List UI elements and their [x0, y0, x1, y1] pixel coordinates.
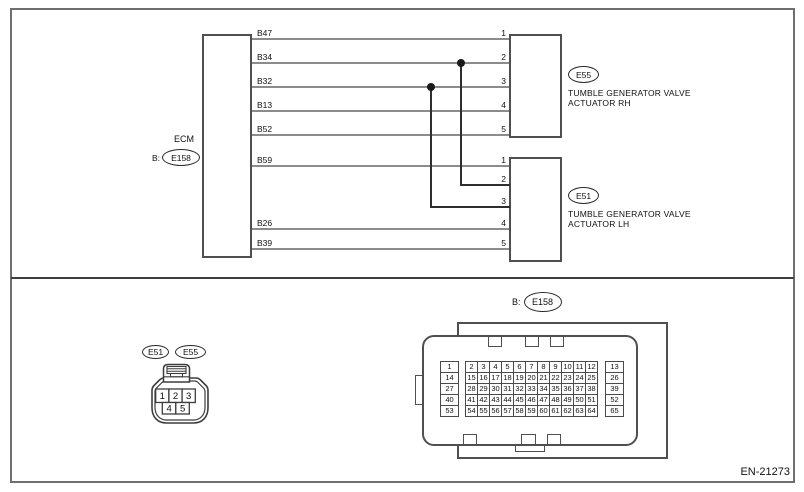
pin-cell: 40 — [441, 395, 458, 405]
pin-cell: 46 — [527, 395, 536, 405]
e158-top-notch — [488, 336, 502, 347]
pin-cell: 59 — [527, 406, 536, 416]
pin-cell: 15 — [467, 373, 476, 383]
small-pin-number: 4 — [166, 403, 172, 415]
pin-number: 2 — [501, 52, 506, 62]
e158-bottom-notch — [547, 434, 561, 445]
e51-oval: E51 — [568, 187, 599, 204]
e158-bottom-bump — [515, 446, 545, 452]
pin-cell: 49 — [563, 395, 572, 405]
e55-name-line2: ACTUATOR RH — [568, 98, 631, 108]
section-divider — [11, 277, 794, 279]
pin-cell: 27 — [441, 384, 458, 394]
ecm-connector-prefix: B: — [151, 152, 160, 163]
pin-cell: 35 — [551, 384, 560, 394]
e51-name-line2: ACTUATOR LH — [568, 219, 630, 229]
pin-cell: 6 — [514, 362, 525, 372]
pin-cell: 34 — [539, 384, 548, 394]
pin-number: 3 — [501, 196, 506, 206]
pin-cell: 48 — [551, 395, 560, 405]
small-pin-number: 2 — [172, 390, 179, 402]
branch-line-pin2-horizontal — [460, 184, 510, 186]
pin-number: 1 — [501, 28, 506, 38]
pin-cell: 19 — [515, 373, 524, 383]
pin-cell: 4 — [490, 362, 501, 372]
pin-cell: 16 — [479, 373, 488, 383]
pin-cell: 20 — [527, 373, 536, 383]
junction-dot-b34 — [457, 59, 465, 67]
pin-cell: 51 — [587, 395, 596, 405]
e51-connector-box — [509, 157, 562, 262]
wire-b34 — [252, 62, 510, 64]
pin-cell: 63 — [575, 406, 584, 416]
small-connector-id-e51: E51 — [142, 345, 169, 359]
pin-cell: 26 — [606, 373, 623, 383]
pin-cell: 30 — [491, 384, 500, 394]
pin-cell: 5 — [502, 362, 513, 372]
pin-cell: 52 — [606, 395, 623, 405]
pin-cell: 17 — [491, 373, 500, 383]
e158-bottom-notch — [521, 434, 536, 445]
e51-unit-label — [568, 187, 691, 229]
pin-cell: 23 — [563, 373, 572, 383]
small-pin-number: 3 — [186, 390, 192, 402]
e158-top-notch — [525, 336, 539, 347]
pin-cell: 11 — [575, 362, 584, 372]
e55-connector-box — [509, 34, 562, 138]
pin-cell: 54 — [467, 406, 476, 416]
pin-cell: 31 — [503, 384, 512, 394]
wire-b59 — [252, 165, 510, 167]
small-connector-face — [145, 360, 215, 430]
pin-cell: 42 — [479, 395, 488, 405]
e158-bottom-notch — [463, 434, 477, 445]
pin-cell: 18 — [503, 373, 512, 383]
pin-number: 5 — [501, 238, 506, 248]
wire-b39 — [252, 248, 510, 250]
wire-b32 — [252, 86, 510, 88]
pin-number: 2 — [501, 174, 506, 184]
e158-side-tab — [415, 375, 422, 405]
pin-cell: 58 — [515, 406, 524, 416]
pin-cell: 47 — [539, 395, 548, 405]
wire-label: B59 — [257, 155, 273, 165]
e55-name-line1: TUMBLE GENERATOR VALVE — [568, 88, 691, 98]
pin-cell: 28 — [467, 384, 476, 394]
pin-number: 4 — [501, 218, 506, 228]
pin-cell: 37 — [575, 384, 584, 394]
pin-cell: 10 — [563, 362, 572, 372]
wire-b47 — [252, 38, 510, 40]
pin-cell: 38 — [587, 384, 596, 394]
e158-grid-mid — [465, 361, 598, 417]
pin-cell: 2 — [466, 362, 477, 372]
small-pin-number: 5 — [179, 403, 186, 415]
e158-grid-left — [440, 361, 459, 417]
pin-cell: 12 — [587, 362, 596, 372]
pin-cell: 21 — [539, 373, 548, 383]
e158-label-prefix: B: — [512, 297, 521, 307]
e55-unit-label — [568, 66, 691, 108]
e158-oval: E158 — [524, 292, 562, 312]
pin-cell: 50 — [575, 395, 584, 405]
pin-cell: 64 — [587, 406, 596, 416]
pin-cell: 45 — [515, 395, 524, 405]
ecm-connector-oval: E158 — [162, 149, 200, 166]
pin-cell: 1 — [441, 362, 458, 372]
e158-top-notch — [550, 336, 564, 347]
pin-cell: 62 — [563, 406, 572, 416]
pin-cell: 57 — [503, 406, 512, 416]
pin-cell: 32 — [515, 384, 524, 394]
pin-cell: 53 — [441, 406, 458, 416]
wire-b13 — [252, 110, 510, 112]
pin-number: 1 — [501, 155, 506, 165]
pin-cell: 65 — [606, 406, 623, 416]
pin-cell: 39 — [606, 384, 623, 394]
pin-cell: 55 — [479, 406, 488, 416]
branch-line-pin2-vertical — [460, 63, 462, 186]
pin-cell: 7 — [526, 362, 537, 372]
pin-cell: 29 — [479, 384, 488, 394]
ecm-title: ECM — [174, 134, 194, 144]
pin-cell: 43 — [491, 395, 500, 405]
pin-number: 5 — [501, 124, 506, 134]
pin-cell: 13 — [606, 362, 623, 372]
pin-number: 3 — [501, 76, 506, 86]
ecm-label — [118, 134, 200, 166]
wire-label: B34 — [257, 52, 273, 62]
footer-code: EN-21273 — [740, 466, 790, 478]
pin-cell: 8 — [538, 362, 549, 372]
small-pin-number: 1 — [159, 390, 165, 402]
wire-label: B39 — [257, 238, 273, 248]
pin-cell: 60 — [539, 406, 548, 416]
pin-cell: 3 — [478, 362, 489, 372]
pin-cell: 41 — [467, 395, 476, 405]
ecm-box — [202, 34, 252, 258]
wire-label: B26 — [257, 218, 273, 228]
pin-cell: 56 — [491, 406, 500, 416]
wire-label: B32 — [257, 76, 273, 86]
pin-cell: 44 — [503, 395, 512, 405]
pin-cell: 25 — [587, 373, 596, 383]
small-connector-id-e55: E55 — [175, 345, 206, 359]
pin-number: 4 — [501, 100, 506, 110]
branch-line-pin3-horizontal — [430, 206, 510, 208]
junction-dot-b32 — [427, 83, 435, 91]
wire-label: B13 — [257, 100, 273, 110]
wire-label: B52 — [257, 124, 273, 134]
wire-b26 — [252, 228, 510, 230]
wire-b52 — [252, 134, 510, 136]
wire-label: B47 — [257, 28, 273, 38]
e51-name-line1: TUMBLE GENERATOR VALVE — [568, 209, 691, 219]
e158-label — [512, 292, 562, 312]
pin-cell: 22 — [551, 373, 560, 383]
branch-line-pin3-vertical — [430, 87, 432, 208]
e55-oval: E55 — [568, 66, 599, 83]
pin-cell: 36 — [563, 384, 572, 394]
pin-cell: 9 — [550, 362, 561, 372]
pin-cell: 33 — [527, 384, 536, 394]
pin-cell: 61 — [551, 406, 560, 416]
pin-cell: 14 — [441, 373, 458, 383]
pin-cell: 24 — [575, 373, 584, 383]
e158-grid-right — [605, 361, 624, 417]
